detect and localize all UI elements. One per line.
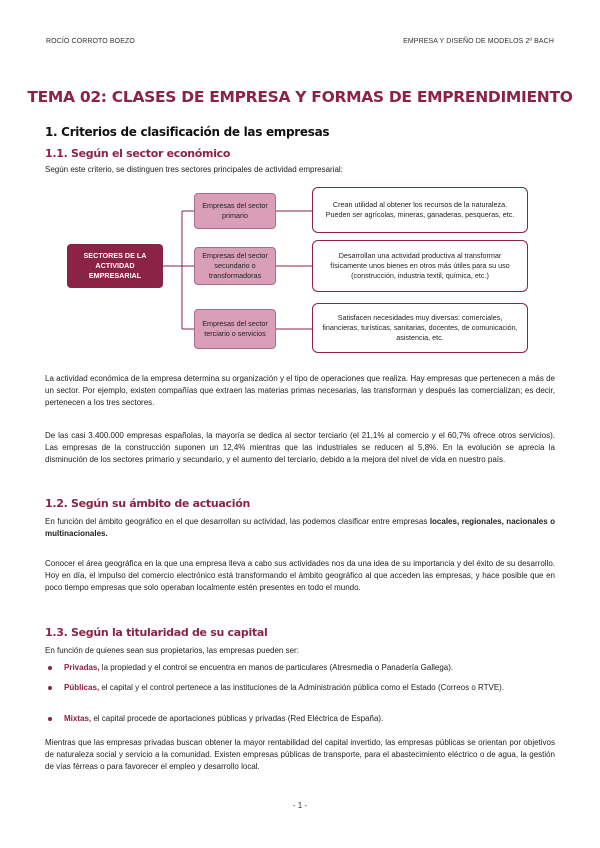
term-public: Públicas, [64,683,100,692]
term-mixed: Mixtas, [64,714,92,723]
intro-text: Según este criterio, se distinguen tres sectores principales de actividad empresarial: [45,165,343,174]
list-item-private [64,662,556,674]
bullet-icon [48,682,56,690]
bullet-icon [48,713,56,721]
header-author: ROCÍO CORROTO BOEZO [46,38,135,45]
sector-secondary-description: Desarrollan una actividad productiva al transformar físicamente unos bienes en otros más útiles para su uso (construcción, industria textil, química, etc.) [312,240,528,292]
scope-text: En función del ámbito geográfico en el que desarrollan su actividad, las podemos clasificar entre empresas [45,517,430,526]
sector-secondary-node: Empresas del sector secundario o transformadoras [194,247,276,285]
header-course: EMPRESA Y DISEÑO DE MODELOS 2º BACH [403,38,554,45]
sector-primary-node: Empresas del sector primario [194,193,276,229]
paragraph-scope [45,516,555,540]
subsection-heading-3: 1.3. Según la titularidad de su capital [45,626,268,639]
paragraph-statistics: De las casi 3.400.000 empresas españolas, la mayoría se dedica al sector terciario (el 21,1% al comercio y el 60,7% ofrece otros servicios). Las empresas de la construcción suponen un 12,4% mientras que las industriales se reducen al 5,8%. En la evolución se aprecia la disminución de los sectores primario y secundario, y el aumento del terciario, debido a la mejora del nivel de vida en nuestro país. [45,431,555,464]
page-title: TEMA 02: CLASES DE EMPRESA Y FORMAS DE EMPRENDIMIENTO [27,88,573,106]
text-public: el capital y el control pertenece a las instituciones de la Administración pública como el Estado (Correos o RTVE). [99,683,505,692]
paragraph-activity: La actividad económica de la empresa determina su organización y el tipo de operaciones que realiza. Hay empresas que pertenecen a más de un sector. Por ejemplo, existen compañías que extraen las materias primas necesarias, las transforman y después las comercializan; es decir, pertenecen a los tres sectores. [45,374,555,407]
subsection-heading-1: 1.1. Según el sector económico [45,147,231,160]
text-mixed: el capital procede de aportaciones públicas y privadas (Red Eléctrica de España). [91,714,384,723]
section-heading: 1. Criterios de clasificación de las empresas [45,125,330,139]
ownership-intro: En función de quienes sean sus propietarios, las empresas pueden ser: [45,646,299,655]
paragraph-geography: Conocer el área geográfica en la que una empresa lleva a cabo sus actividades nos da una idea de su importancia y del éxito de su desarrollo. Hoy en día, el impulso del comercio electrónico está transformando el ámbito geográfico al que acceden las empresas, y hace posible que en poco tiempo empresas que solo operaban localmente estén presentes en todo el mundo. [45,559,555,592]
bullet-icon [48,662,56,670]
diagram-center-node: SECTORES DE LA ACTIVIDAD EMPRESARIAL [67,244,163,288]
paragraph-ownership: Mientras que las empresas privadas buscan obtener la mayor rentabilidad del capital invertido, las empresas públicas se orientan por objetivos de naturaleza social y servicio a la comunidad. Existen empresas públicas de transporte, para el abastecimiento eléctrico o de agua, la gestión de vías férreas o para favorecer el empleo y desarrollo local. [45,738,555,771]
sector-primary-description: Crean utilidad al obtener los recursos de la naturaleza. Pueden ser agrícolas, mineras, ganaderas, pesqueras, etc. [312,187,528,233]
scope-types: locales, regionales, nacionales o multinacionales. [45,517,556,538]
list-item-mixed [64,713,556,725]
list-item-public [64,682,556,694]
subsection-heading-2: 1.2. Según su ámbito de actuación [45,497,251,510]
sector-tertiary-description: Satisfacen necesidades muy diversas: comerciales, financieras, turísticas, sanitarias, docentes, de comunicación, asistencia, etc. [312,303,528,353]
term-private: Privadas, [64,663,100,672]
text-private: la propiedad y el control se encuentra en manos de particulares (Atresmedia o Panadería Gallega). [99,663,454,672]
sector-tertiary-node: Empresas del sector terciario o servicios [194,309,276,349]
page-number: - 1 - [292,801,308,810]
